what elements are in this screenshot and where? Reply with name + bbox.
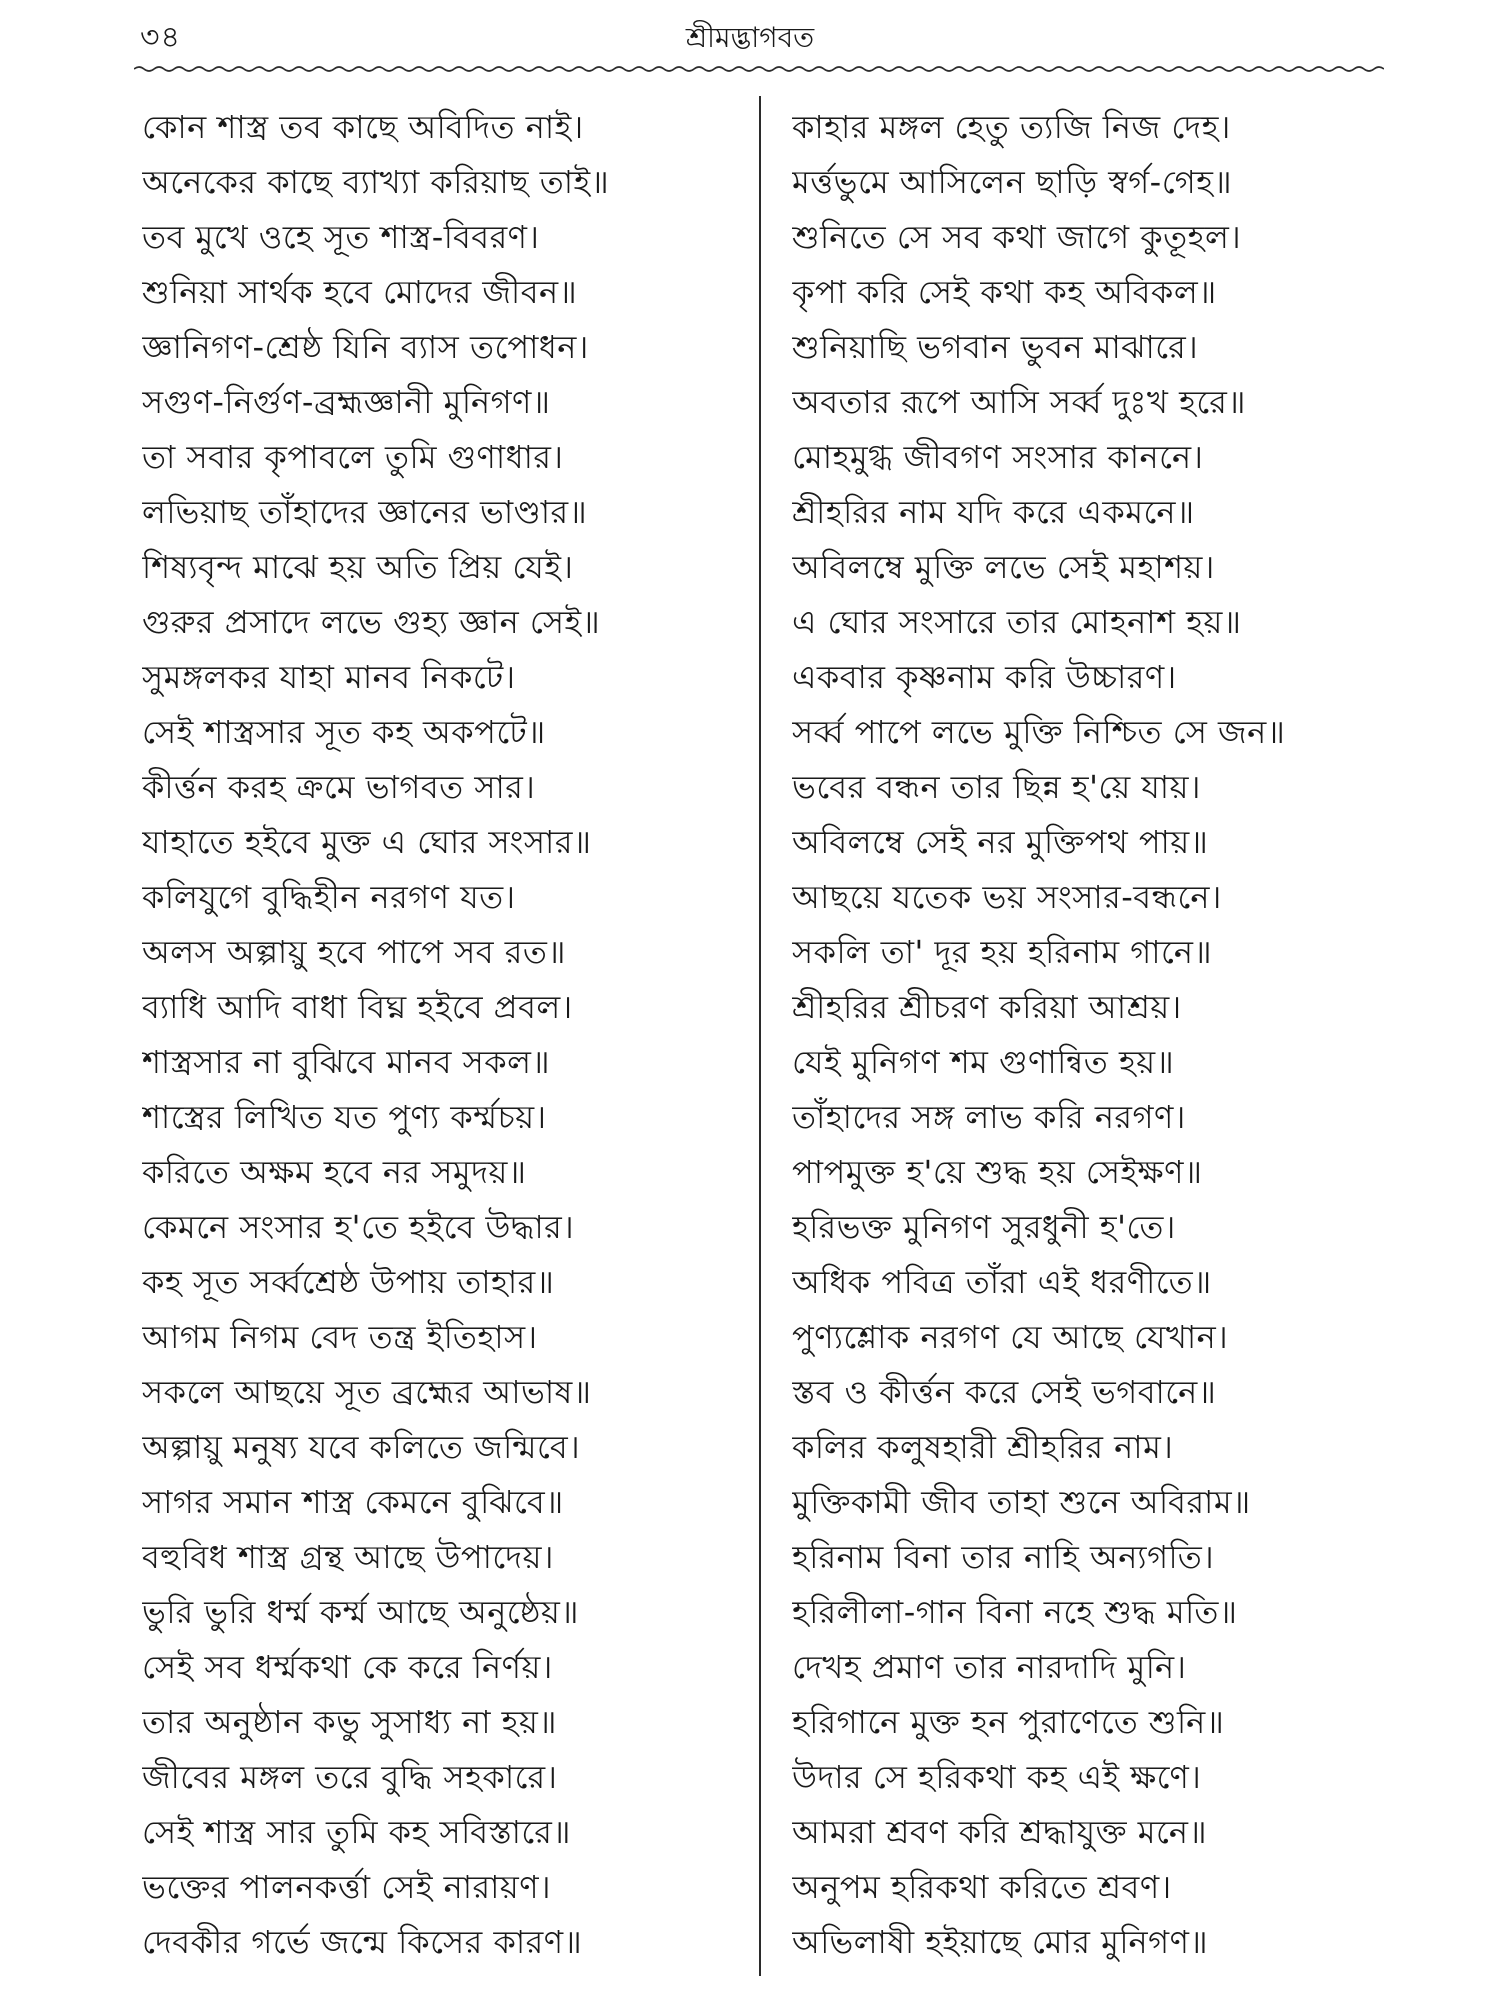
verse-line: সুমঙ্গলকর যাহা মানব নিকটে। bbox=[142, 658, 516, 696]
verse-line: হরিলীলা-গান বিনা নহে শুদ্ধ মতি॥ bbox=[792, 1593, 1238, 1631]
verse-line: সকলি তা' দূর হয় হরিনাম গানে॥ bbox=[792, 933, 1213, 971]
verse-line: দেখহ প্রমাণ তার নারদাদি মুনি। bbox=[792, 1648, 1187, 1686]
verse-line: শুনিতে সে সব কথা জাগে কুতূহল। bbox=[792, 218, 1242, 256]
verse-line: কলিযুগে বুদ্ধিহীন নরগণ যত। bbox=[142, 878, 516, 916]
verse-line: বহুবিধ শাস্ত্র গ্রন্থ আছে উপাদেয়। bbox=[142, 1538, 554, 1576]
verse-line: মুক্তিকামী জীব তাহা শুনে অবিরাম॥ bbox=[792, 1483, 1251, 1521]
wavy-header-rule bbox=[134, 64, 1384, 74]
verse-line: সর্ব্ব পাপে লভে মুক্তি নিশ্চিত সে জন॥ bbox=[792, 713, 1286, 751]
verse-line: আছয়ে যতেক ভয় সংসার-বন্ধনে। bbox=[792, 878, 1222, 916]
verse-line: হরিগানে মুক্ত হন পুরাণেতে শুনি॥ bbox=[792, 1703, 1225, 1741]
verse-line: অবিলম্বে মুক্তি লভে সেই মহাশয়। bbox=[792, 548, 1215, 586]
right-verse-column bbox=[792, 100, 1402, 1970]
verse-line: সাগর সমান শাস্ত্র কেমনে বুঝিবে॥ bbox=[142, 1483, 564, 1521]
verse-line: হরিনাম বিনা তার নাহি অন্যগতি। bbox=[792, 1538, 1215, 1576]
verse-line: করিতে অক্ষম হবে নর সমুদয়॥ bbox=[142, 1153, 527, 1191]
running-title: শ্রীমদ্ভাগবত bbox=[685, 21, 815, 54]
verse-line: লভিয়াছ তাঁহাদের জ্ঞানের ভাণ্ডার॥ bbox=[142, 493, 588, 531]
verse-line: ভুরি ভুরি ধর্ম্ম কর্ম্ম আছে অনুষ্ঠেয়॥ bbox=[142, 1593, 579, 1631]
verse-line: কেমনে সংসার হ'তে হইবে উদ্ধার। bbox=[142, 1208, 575, 1246]
verse-line: অনুপম হরিকথা করিতে শ্রবণ। bbox=[792, 1868, 1172, 1906]
verse-line: অল্পায়ু মনুষ্য যবে কলিতে জন্মিবে। bbox=[142, 1428, 581, 1466]
verse-line: শাস্ত্রসার না বুঝিবে মানব সকল॥ bbox=[142, 1043, 551, 1081]
verse-line: সেই শাস্ত্র সার তুমি কহ সবিস্তারে॥ bbox=[142, 1813, 571, 1851]
verse-line: অনেকের কাছে ব্যাখ্যা করিয়াছ তাই॥ bbox=[142, 163, 610, 201]
page-number: ৩৪ bbox=[140, 20, 181, 55]
verse-line: এ ঘোর সংসারে তার মোহনাশ হয়॥ bbox=[792, 603, 1242, 641]
verse-line: সেই শাস্ত্রসার সূত কহ অকপটে॥ bbox=[142, 713, 546, 751]
verse-line: দেবকীর গর্ভে জন্মে কিসের কারণ॥ bbox=[142, 1923, 583, 1961]
verse-line: ভক্তের পালনকর্ত্তা সেই নারায়ণ। bbox=[142, 1868, 552, 1906]
verse-line: তা সবার কৃপাবলে তুমি গুণাধার। bbox=[142, 438, 564, 476]
verse-line: সকলে আছয়ে সূত ব্রহ্মের আভাষ॥ bbox=[142, 1373, 592, 1411]
verse-line: কৃপা করি সেই কথা কহ অবিকল॥ bbox=[792, 273, 1217, 311]
verse-line: শ্রীহরির শ্রীচরণ করিয়া আশ্রয়। bbox=[792, 988, 1182, 1026]
verse-line: শুনিয়াছি ভগবান ভুবন মাঝারে। bbox=[792, 328, 1199, 366]
verse-line: আমরা শ্রবণ করি শ্রদ্ধাযুক্ত মনে॥ bbox=[792, 1813, 1208, 1851]
verse-line: গুরুর প্রসাদে লভে গুহ্য জ্ঞান সেই॥ bbox=[142, 603, 601, 641]
verse-line: তার অনুষ্ঠান কভু সুসাধ্য না হয়॥ bbox=[142, 1703, 557, 1741]
verse-line: তব মুখে ওহে সূত শাস্ত্র-বিবরণ। bbox=[142, 218, 540, 256]
verse-line: ভবের বন্ধন তার ছিন্ন হ'য়ে যায়। bbox=[792, 768, 1201, 806]
verse-line: মর্ত্তভুমে আসিলেন ছাড়ি স্বর্গ-গেহ॥ bbox=[792, 163, 1233, 201]
left-verse-column bbox=[142, 100, 727, 1970]
verse-line: মোহমুগ্ধ জীবগণ সংসার কাননে। bbox=[792, 438, 1204, 476]
verse-line: শাস্ত্রের লিখিত যত পুণ্য কর্ম্মচয়। bbox=[142, 1098, 547, 1136]
verse-line: আগম নিগম বেদ তন্ত্র ইতিহাস। bbox=[142, 1318, 538, 1356]
verse-line: যাহাতে হইবে মুক্ত এ ঘোর সংসার॥ bbox=[142, 823, 592, 861]
verse-line: তাঁহাদের সঙ্গ লাভ করি নরগণ। bbox=[792, 1098, 1186, 1136]
verse-line: অভিলাষী হইয়াছে মোর মুনিগণ॥ bbox=[792, 1923, 1209, 1961]
verse-line: হরিভক্ত মুনিগণ সুরধুনী হ'তে। bbox=[792, 1208, 1176, 1246]
verse-line: সগুণ-নির্গুণ-ব্রহ্মজ্ঞানী মুনিগণ॥ bbox=[142, 383, 551, 421]
verse-line: জ্ঞানিগণ-শ্রেষ্ঠ যিনি ব্যাস তপোধন। bbox=[142, 328, 589, 366]
verse-line: শুনিয়া সার্থক হবে মোদের জীবন॥ bbox=[142, 273, 578, 311]
verse-line: অবিলম্বে সেই নর মুক্তিপথ পায়॥ bbox=[792, 823, 1209, 861]
verse-line: কোন শাস্ত্র তব কাছে অবিদিত নাই। bbox=[142, 108, 584, 146]
verse-line: একবার কৃষ্ণনাম করি উচ্চারণ। bbox=[792, 658, 1177, 696]
verse-line: কলির কলুষহারী শ্রীহরির নাম। bbox=[792, 1428, 1174, 1466]
verse-line: উদার সে হরিকথা কহ এই ক্ষণে। bbox=[792, 1758, 1202, 1796]
verse-line: শিষ্যবৃন্দ মাঝে হয় অতি প্রিয় যেই। bbox=[142, 548, 574, 586]
verse-line: অবতার রূপে আসি সর্ব্ব দুঃখ হরে॥ bbox=[792, 383, 1246, 421]
verse-line: কীর্ত্তন করহ ক্রমে ভাগবত সার। bbox=[142, 768, 536, 806]
verse-line: পুণ্যশ্লোক নরগণ যে আছে যেখান। bbox=[792, 1318, 1229, 1356]
verse-line: অধিক পবিত্র তাঁরা এই ধরণীতে॥ bbox=[792, 1263, 1212, 1301]
verse-line: সেই সব ধর্ম্মকথা কে করে নির্ণয়। bbox=[142, 1648, 553, 1686]
verse-line: কহ সূত সর্ব্বশ্রেষ্ঠ উপায় তাহার॥ bbox=[142, 1263, 555, 1301]
verse-line: স্তব ও কীর্ত্তন করে সেই ভগবানে॥ bbox=[792, 1373, 1217, 1411]
verse-line: জীবের মঙ্গল তরে বুদ্ধি সহকারে। bbox=[142, 1758, 558, 1796]
verse-line: শ্রীহরির নাম যদি করে একমনে॥ bbox=[792, 493, 1195, 531]
verse-line: কাহার মঙ্গল হেতু ত্যজি নিজ দেহ। bbox=[792, 108, 1231, 146]
verse-line: পাপমুক্ত হ'য়ে শুদ্ধ হয় সেইক্ষণ॥ bbox=[792, 1153, 1203, 1191]
verse-line: যেই মুনিগণ শম গুণান্বিত হয়॥ bbox=[792, 1043, 1175, 1081]
column-divider bbox=[759, 96, 761, 1976]
verse-line: ব্যাধি আদি বাধা বিঘ্ন হইবে প্রবল। bbox=[142, 988, 573, 1026]
verse-line: অলস অল্পায়ু হবে পাপে সব রত॥ bbox=[142, 933, 566, 971]
